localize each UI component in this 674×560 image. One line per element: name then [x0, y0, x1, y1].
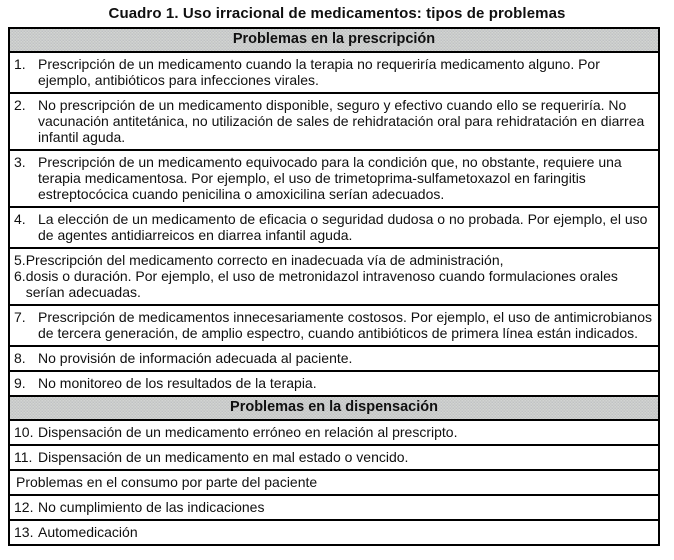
item-text: Prescripción de medicamentos innecesariamente costosos. Por ejemplo, el uso de antimicrobianos de tercera generación, de amplio espectro, cuando antibióticos de primera línea están indicados. — [38, 309, 652, 341]
table-caption: Cuadro 1. Uso irracional de medicamentos: tipos de problemas — [108, 5, 566, 22]
table-row — [10, 494, 658, 519]
item-text: Automedicación — [38, 524, 138, 540]
table-row — [10, 345, 658, 370]
section-header-row — [10, 395, 658, 419]
item-text: Dispensación de un medicamento en mal estado o vencido. — [38, 449, 409, 465]
item-text: La elección de un medicamento de eficacia o seguridad dudosa o no probada. Por ejemplo, el uso de agentes antidiarreicos en diarrea infantil aguda. — [38, 211, 648, 243]
table-row — [10, 206, 658, 247]
item-text: No monitoreo de los resultados de la terapia. — [38, 375, 317, 391]
item-number: 2. — [14, 97, 26, 113]
section-header-label: Problemas en la dispensación — [230, 399, 438, 415]
problems-table — [8, 27, 660, 546]
table-row — [10, 149, 658, 206]
table-row — [10, 519, 658, 544]
table-row — [10, 444, 658, 469]
item-number: 6. — [14, 268, 26, 284]
section-header-label: Problemas en la prescripción — [232, 31, 436, 47]
item-number: 5. — [14, 252, 26, 268]
item-number: 13. — [14, 524, 34, 540]
item-text: No prescripción de un medicamento disponible, seguro y efectivo cuando ello se requeriría. No vacunación antitetánica, no utilización de sales de rehidratación oral para rehidratación en diarrea infantil aguda. — [38, 97, 645, 145]
table-row — [10, 51, 658, 92]
item-number: 1. — [14, 56, 26, 72]
item-text: No cumplimiento de las indicaciones — [38, 499, 265, 515]
plain-row — [10, 469, 658, 494]
item-number: 4. — [14, 211, 26, 227]
item-text: Prescripción de un medicamento equivocado para la condición que, no obstante, requiere una terapia medicamentosa. Por ejemplo, el uso de trimetoprima-sulfametoxazol en faringitis estreptocócica cuando penicilina o amoxicilina serían adecuados. — [38, 154, 622, 202]
item-text: Dispensación de un medicamento erróneo en relación al prescripto. — [38, 424, 458, 440]
table-row — [14, 252, 652, 268]
table-row — [10, 370, 658, 395]
table-row — [10, 92, 658, 149]
item-number: 8. — [14, 350, 26, 366]
table-row — [10, 419, 658, 444]
table-row-group — [10, 247, 658, 304]
section-header-row — [10, 29, 658, 51]
plain-row-text: Problemas en el consumo por parte del paciente — [16, 474, 318, 490]
item-number: 9. — [14, 375, 26, 391]
table-row — [14, 268, 652, 300]
item-text: No provisión de información adecuada al paciente. — [38, 350, 353, 366]
item-number: 11. — [14, 449, 33, 465]
item-number: 7. — [14, 309, 26, 325]
item-text: Prescripción de un medicamento cuando la terapia no requeriría medicamento alguno. Por ejemplo, antibióticos para infecciones virales. — [38, 56, 600, 88]
item-text: dosis o duración. Por ejemplo, el uso de metronidazol intravenoso cuando formulaciones orales serían adecuadas. — [25, 268, 618, 300]
item-text: Prescripción del medicamento correcto en inadecuada vía de administración, — [25, 252, 504, 268]
item-number: 10. — [14, 424, 34, 440]
table-row — [10, 304, 658, 345]
item-number: 12. — [14, 499, 34, 515]
item-number: 3. — [14, 154, 26, 170]
